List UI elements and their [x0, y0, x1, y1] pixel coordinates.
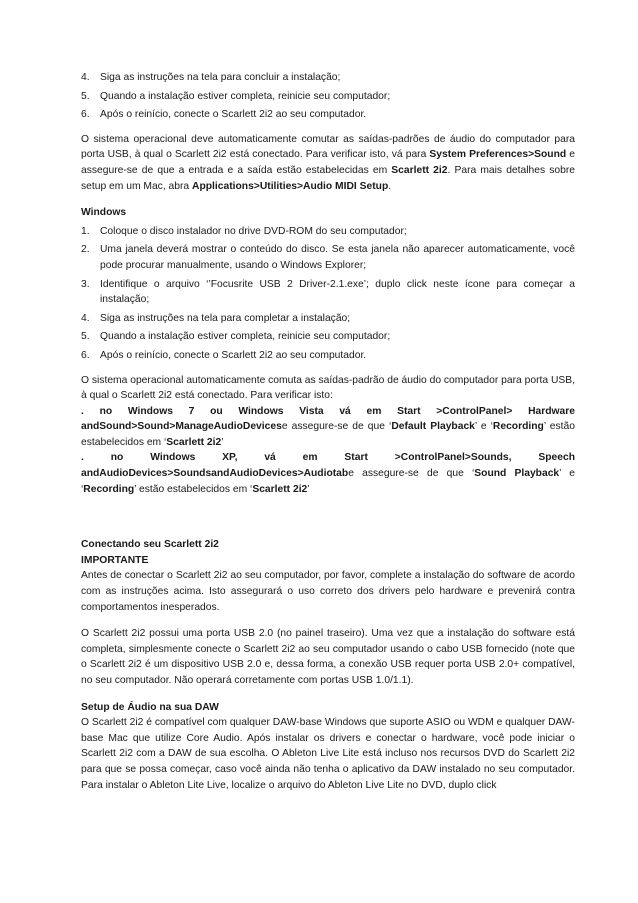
windows-note-paragraph: O sistema operacional automaticamente comuta as saídas-padrão de áudio do computador para porta USB, à qual o Scarlett 2i2 está conectado. Para verificar isto: — [81, 374, 575, 402]
list-item: 6. Após o reinício, conecte o Scarlett 2i2 ao seu computador. — [81, 109, 367, 121]
list-item: 5. Quando a instalação estiver completa, reinicie seu computador; — [81, 90, 391, 102]
connect-paragraph-2: O Scarlett 2i2 possui uma porta USB 2.0 (no painel traseiro). Uma vez que a instalação do software está completa, simplesmente conecte o Scarlett 2i2 ao seu computador usando o cabo USB fornecido (note que o Scarlett 2i2 é um dispositivo USB 2.0 e, dessa forma, a conexão USB requer porta USB 2.0+ compatível, no seu computador. Não operará corretamente com portas USB 1.0/1.1). — [81, 628, 575, 686]
important-label: IMPORTANTE — [81, 554, 149, 566]
connect-heading: Conectando seu Scarlett 2i2 — [81, 539, 219, 551]
windows-heading: Windows — [81, 207, 127, 219]
list-item: 4. Siga as instruções na tela para completar a instalação; — [81, 312, 351, 324]
list-item: 6. Após o reinício, conecte o Scarlett 2i2 ao seu computador. — [81, 349, 367, 361]
list-item: 5. Quando a instalação estiver completa, reinicie seu computador; — [81, 331, 391, 343]
list-item: 4. Siga as instruções na tela para concluir a instalação; — [81, 72, 341, 83]
mac-note-paragraph: O sistema operacional deve automaticamente comutar as saídas-padrões de áudio do computador para porta USB, à qual o Scarlett 2i2 está conectado. Para verificar isto, vá para System Preferences>Sound e assegure-se de que a entrada e a saída estão estabelecidas em Scarlett 2i2. Para mais detalhes sobre setup em um Mac, abra Applications>Utilities>Audio MIDI Setup. — [81, 133, 575, 192]
mac-install-steps — [81, 70, 575, 123]
document-page — [81, 70, 575, 793]
list-item: 2. Uma janela deverá mostrar o conteúdo do disco. Se esta janela não aparecer automaticamente, você pode procurar manualmente, usando o Windows Explorer; — [81, 244, 575, 271]
connect-paragraph-1: Antes de conectar o Scarlett 2i2 ao seu computador, por favor, complete a instalação do software de acordo com as instruções acima. Isto assegurará o uso correto dos drivers pelo hardware e prevenirá contra comportamentos inesperados. — [81, 570, 575, 613]
daw-heading: Setup de Áudio na sua DAW — [81, 701, 219, 713]
windows-install-steps — [81, 224, 575, 364]
win7-instruction-line: . no Windows 7 ou Windows Vista vá em Start >ControlPanel> Hardware — [81, 405, 575, 417]
list-item: 1. Coloque o disco instalador no drive DVD-ROM do seu computador; — [81, 225, 407, 237]
list-item: 3. Identifique o arquivo ‘’Focusrite USB 2 Driver-2.1.exe’; duplo click neste ícone para começar a instalação; — [81, 278, 575, 306]
xp-instruction-line: . no Windows XP, vá em Start >ControlPanel>Sounds, Speech — [81, 452, 575, 464]
xp-instruction-cont: andAudioDevices>SoundsandAudioDevices>Audiotabe assegure-se de que ‘Sound Playback’ e ‘Recording’ estão estabelecidos em ‘Scarlett 2i2’ — [81, 468, 575, 495]
daw-paragraph: O Scarlett 2i2 é compatível com qualquer DAW-base Windows que suporte ASIO ou WDM e qualquer DAW-base Mac que utilize Core Audio. Após instalar os drivers e conectar o hardware, você pode iniciar o Scarlett 2i2 com a DAW de sua escolha. O Ableton Live Lite está incluso nos recursos DVD do Scarlett 2i2 para que se possa começar, caso você ainda não tenha o aplicativo da DAW instalado no seu computador. Para instalar o Ableton Lite Live, localize o arquivo do Ableton Live Lite no DVD, duplo click — [81, 717, 575, 791]
win7-instruction-cont: andSound>Sound>ManageAudioDevicese assegure-se de que ‘Default Playback’ e ‘Recording’ estão estabelecidos em ‘Scarlett 2i2’ — [81, 421, 575, 448]
